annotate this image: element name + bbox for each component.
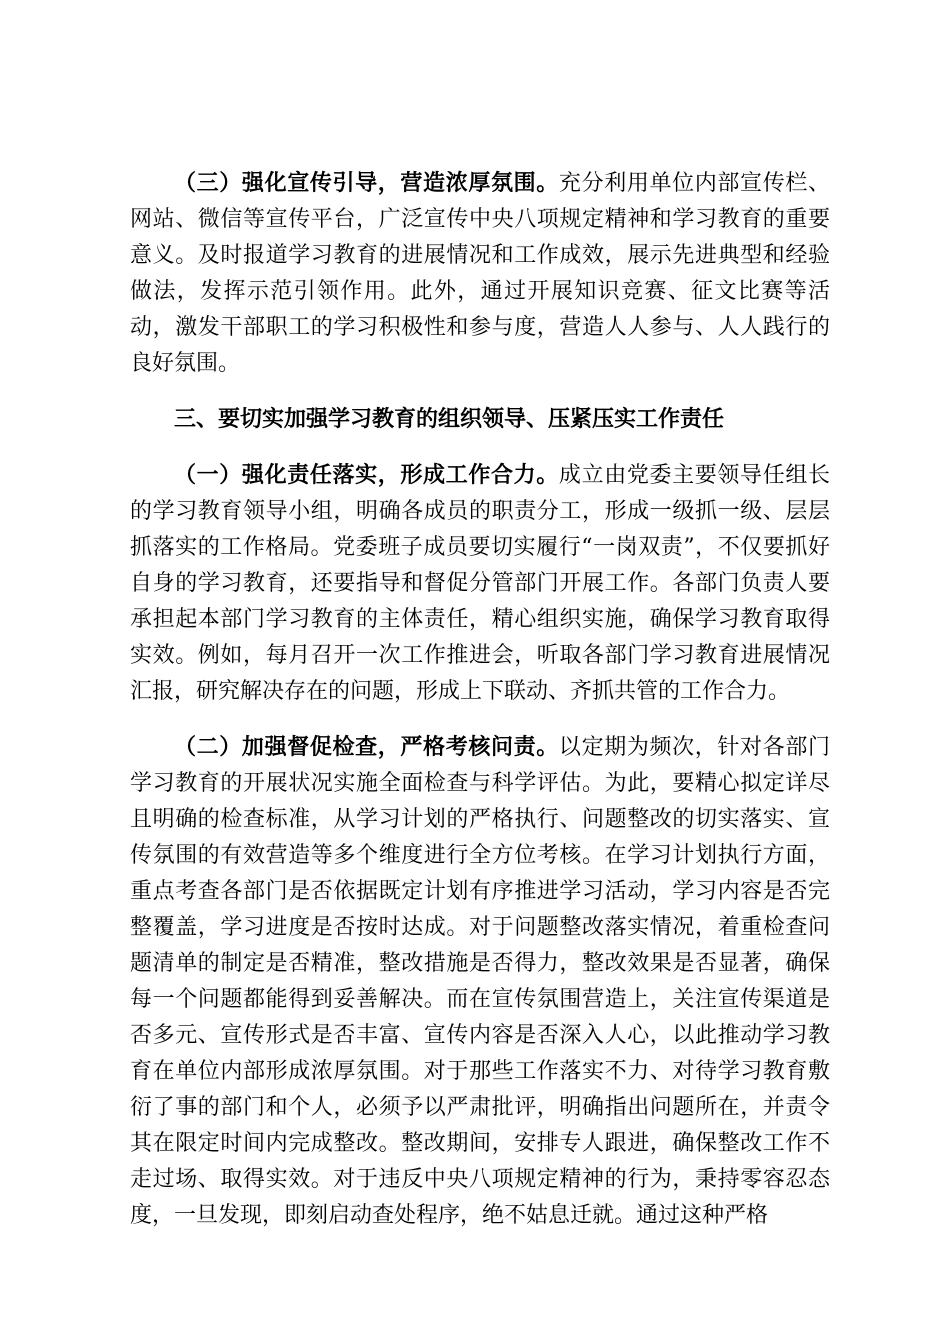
document-page — [130, 166, 830, 1234]
paragraph-lead: （二）加强督促检查，严格考核问责。 — [174, 735, 559, 760]
paragraph-publicity — [130, 166, 830, 382]
paragraph-body: 以定期为频次，针对各部门学习教育的开展状况实施全面检查与科学评估。为此，要精心拟定详尽且明确的检查标准，从学习计划的严格执行、问题整改的切实落实、宣传氛围的有效营造等多个维度进行全方位考核。在学习计划执行方面，重点考查各部门是否依据既定计划有序推进学习活动，学习内容是否完整覆盖，学习进度是否按时达成。对于问题整改落实情况，着重检查问题清单的制定是否精准，整改措施是否得力，整改效果是否显著，确保每一个问题都能得到妥善解决。而在宣传氛围营造上，关注宣传渠道是否多元、宣传形式是否丰富、宣传内容是否深入人心，以此推动学习教育在单位内部形成浓厚氛围。对于那些工作落实不力、对待学习教育敷衍了事的部门和个人，必须予以严肃批评，明确指出问题所在，并责令其在限定时间内完成整改。整改期间，安排专人跟进，确保整改工作不走过场、取得实效。对于违反中央八项规定精神的行为，秉持零容忍态度，一旦发现，即刻启动查处程序，绝不姑息迁就。通过这种严格 — [130, 735, 830, 1228]
paragraph-inspection — [130, 730, 830, 1234]
paragraph-lead: （一）强化责任落实，形成工作合力。 — [174, 463, 559, 488]
paragraph-body: 充分利用单位内部宣传栏、网站、微信等宣传平台，广泛宣传中央八项规定精神和学习教育的重要意义。及时报道学习教育的进展情况和工作成效，展示先进典型和经验做法，发挥示范引领作用。此外，通过开展知识竞赛、征文比赛等活动，激发干部职工的学习积极性和参与度，营造人人参与、人人践行的良好氛围。 — [130, 171, 830, 376]
paragraph-lead: （三）强化宣传引导，营造浓厚氛围。 — [174, 171, 559, 196]
section-heading: 三、要切实加强学习教育的组织领导、压紧压实工作责任 — [174, 407, 725, 432]
paragraph-responsibility — [130, 458, 830, 710]
paragraph-body: 成立由党委主要领导任组长的学习教育领导小组，明确各成员的职责分工，形成一级抓一级、层层抓落实的工作格局。党委班子成员要切实履行“一岗双责”，不仅要抓好自身的学习教育，还要指导和督促分管部门开展工作。各部门负责人要承担起本部门学习教育的主体责任，精心组织实施，确保学习教育取得实效。例如，每月召开一次工作推进会，听取各部门学习教育进展情况汇报，研究解决存在的问题，形成上下联动、齐抓共管的工作合力。 — [130, 463, 830, 704]
